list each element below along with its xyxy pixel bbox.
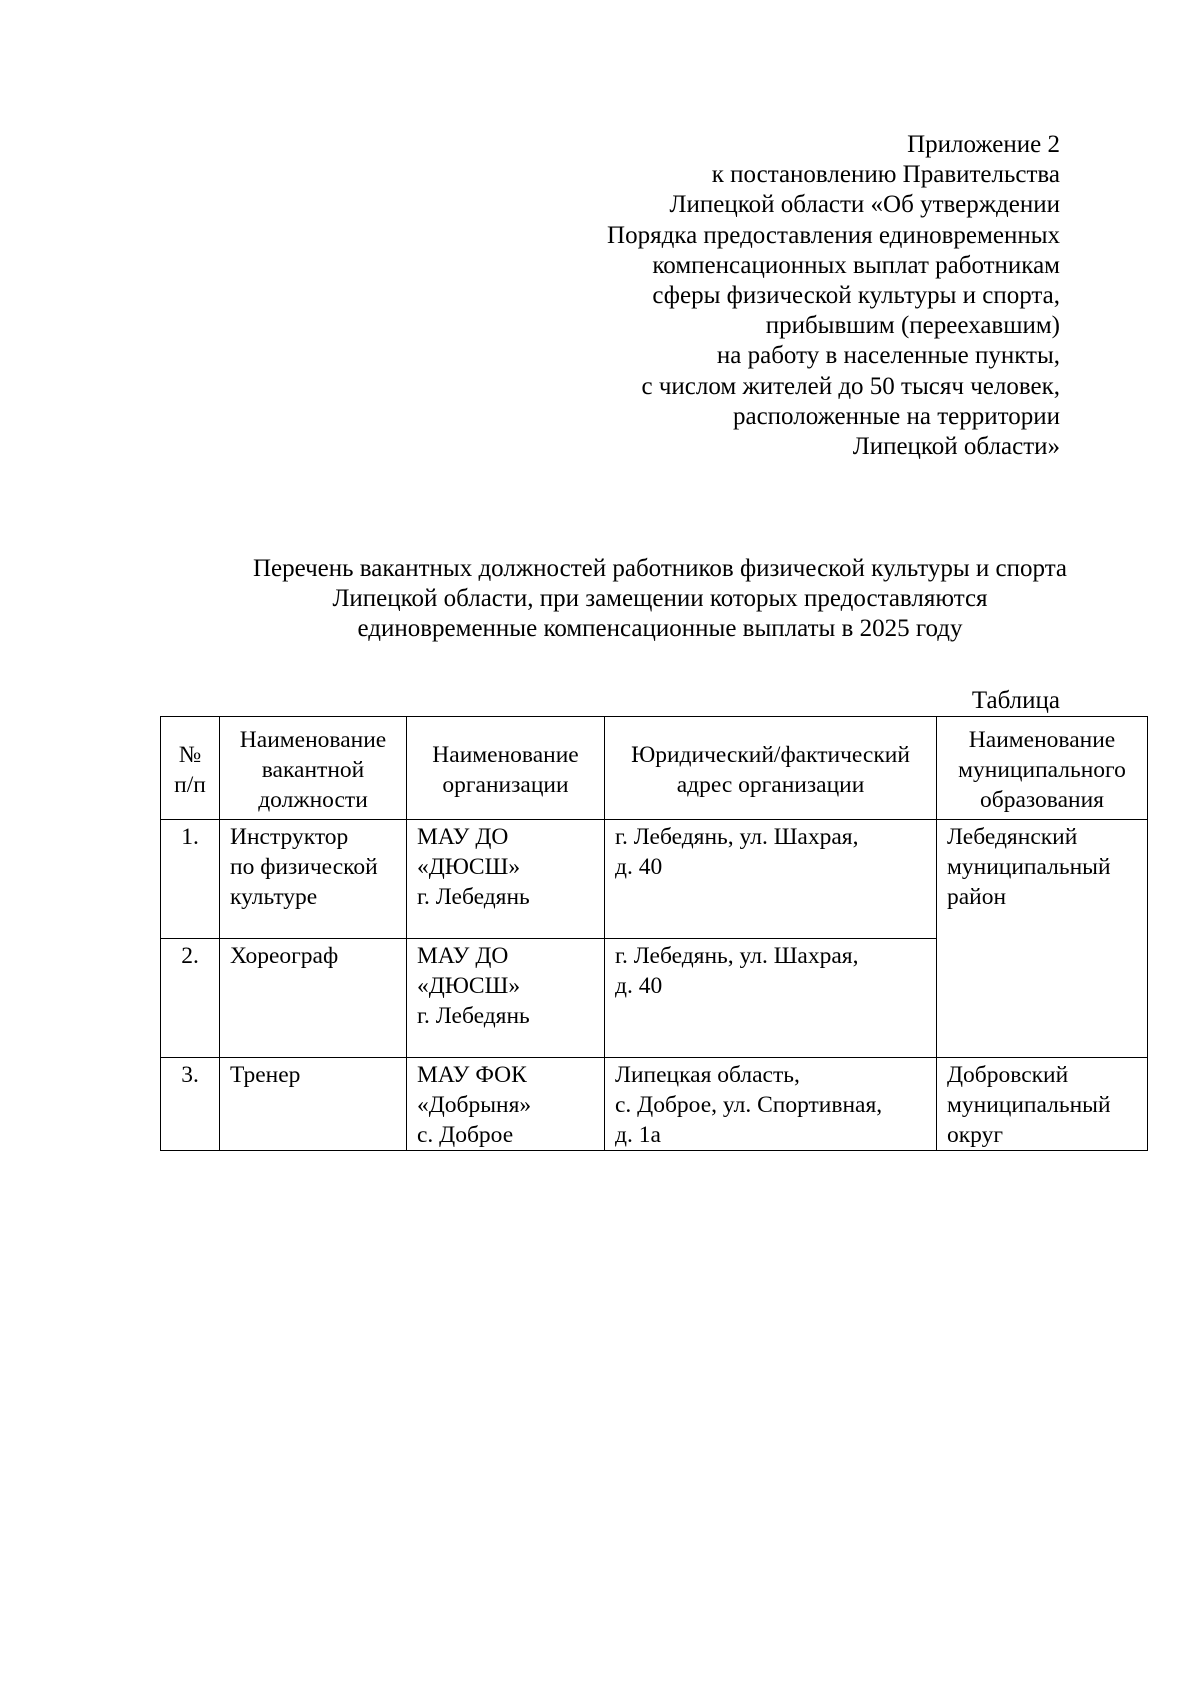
appendix-line: с числом жителей до 50 тысяч человек, bbox=[641, 372, 1060, 400]
appendix-line: расположенные на территории bbox=[732, 402, 1060, 430]
cell-number: 2. bbox=[161, 939, 220, 1058]
cell-municipality: Добровский муниципальный округ bbox=[937, 1058, 1148, 1151]
cell-number: 1. bbox=[161, 820, 220, 939]
cell-organization: МАУ ДО «ДЮСШ» г. Лебедянь bbox=[407, 939, 605, 1058]
appendix-line: к постановлению Правительства bbox=[711, 161, 1060, 189]
table-header-row bbox=[161, 717, 1148, 820]
cell-position: Инструктор по физической культуре bbox=[220, 820, 407, 939]
title-line: Липецкой области, при замещении которых предоставляются bbox=[332, 585, 988, 612]
vacancies-table bbox=[160, 716, 1148, 1151]
appendix-line: на работу в населенные пункты, bbox=[716, 342, 1060, 370]
cell-address: г. Лебедянь, ул. Шахрая, д. 40 bbox=[605, 939, 937, 1058]
table-row bbox=[161, 820, 1148, 939]
cell-municipality: Лебедянский муниципальный район bbox=[937, 820, 1148, 1058]
appendix-line: Липецкой области «Об утверждении bbox=[669, 191, 1060, 219]
title-line: Перечень вакантных должностей работников физической культуры и спорта bbox=[252, 555, 1068, 582]
appendix-line: Приложение 2 bbox=[907, 131, 1060, 158]
appendix-line: Порядка предоставления единовременных bbox=[607, 221, 1060, 249]
appendix-line: Липецкой области» bbox=[852, 433, 1060, 461]
appendix-block bbox=[500, 130, 1060, 462]
header-address: Юридический/фактический адрес организации bbox=[605, 717, 937, 820]
cell-position: Тренер bbox=[220, 1058, 407, 1151]
table-row bbox=[161, 1058, 1148, 1151]
appendix-line: сферы физической культуры и спорта, bbox=[652, 282, 1060, 310]
title-line: единовременные компенсационные выплаты в 2025 году bbox=[357, 615, 963, 642]
table-caption: Таблица bbox=[971, 687, 1060, 714]
header-position: Наименование вакантной должности bbox=[220, 717, 407, 820]
cell-position: Хореограф bbox=[220, 939, 407, 1058]
cell-organization: МАУ ФОК «Добрыня» с. Доброе bbox=[407, 1058, 605, 1151]
cell-number: 3. bbox=[161, 1058, 220, 1151]
cell-address: Липецкая область, с. Доброе, ул. Спортивная, д. 1а bbox=[605, 1058, 937, 1151]
cell-organization: МАУ ДО «ДЮСШ» г. Лебедянь bbox=[407, 820, 605, 939]
header-number: № п/п bbox=[161, 717, 220, 820]
cell-address: г. Лебедянь, ул. Шахрая, д. 40 bbox=[605, 820, 937, 939]
appendix-line: компенсационных выплат работникам bbox=[652, 251, 1060, 279]
header-municipality: Наименование муниципального образования bbox=[937, 717, 1148, 820]
document-title bbox=[160, 554, 1160, 644]
header-organization: Наименование организации bbox=[407, 717, 605, 820]
appendix-line: прибывшим (переехавшим) bbox=[765, 312, 1060, 340]
